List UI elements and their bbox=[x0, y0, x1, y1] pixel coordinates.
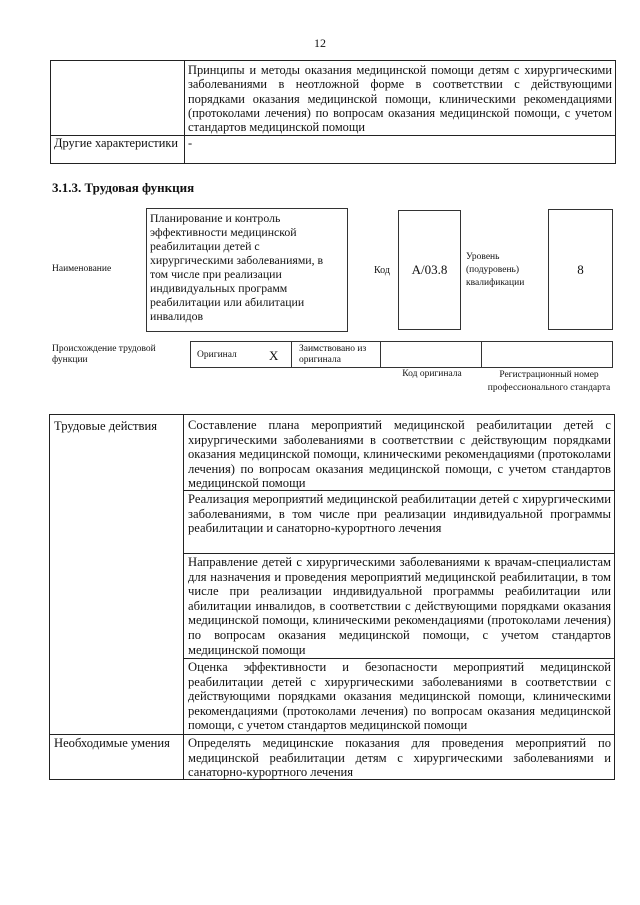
borrowed-label: Заимствовано из оригинала bbox=[299, 344, 367, 365]
labor-action-item: Направление детей с хирургическими заболеваниями к врачам-специалистам для назначения и проведения мероприятий медицинской реабилитации, в том числе при реализации индивидуальной программы реабилитации или абилитации инвалидов, в соответствии с действующими порядками оказания медицинской помощи, клиническими рекомендациями (протоколами лечения) по вопросам оказания медицинской помощи, с учетом стандартов медицинской помощи bbox=[188, 555, 611, 657]
code-label: Код bbox=[374, 265, 390, 276]
skill-item: Определять медицинские показания для проведения мероприятий по медицинской реабилитации детям с хирургическими заболеваниями и санаторно-курортного лечения bbox=[188, 736, 611, 780]
level-value: 8 bbox=[548, 209, 613, 330]
page-number: 12 bbox=[314, 36, 326, 50]
main-table bbox=[49, 414, 615, 780]
reg-number-label: Регистрационный номер профессионального стандарта bbox=[487, 370, 611, 393]
level-label: Уровень (подуровень) квалификации bbox=[466, 252, 525, 288]
skills-label: Необходимые умения bbox=[54, 736, 170, 750]
principles-text: Принципы и методы оказания медицинской помощи детям с хирургическими заболеваниями в неотложной форме в соответствии с действующими порядками оказания медицинской помощи, клиническими рекомендациями (протоколами лечения) по вопросам оказания медицинской помощи, с учетом стандартов медицинской помощи bbox=[188, 63, 612, 135]
original-label: Оригинал bbox=[197, 350, 237, 360]
name-value: Планирование и контроль эффективности медицинской реабилитации детей с хирургическими заболеваниями, в том числе при реализации индивидуальных программ реабилитации или абилитации инвалидов bbox=[146, 208, 348, 332]
code-value: A/03.8 bbox=[398, 210, 461, 330]
code-original-label: Код оригинала bbox=[402, 369, 462, 379]
top-table bbox=[50, 60, 616, 164]
name-label: Наименование bbox=[52, 264, 112, 274]
origin-label: Происхождение трудовой функции bbox=[52, 344, 156, 365]
other-characteristics-value: - bbox=[188, 136, 193, 150]
labor-actions-label: Трудовые действия bbox=[54, 419, 158, 433]
labor-action-item: Оценка эффективности и безопасности мероприятий медицинской реабилитации детей с хирургическими заболеваниями в соответствии с действующими порядками оказания медицинской помощи, клиническими рекомендациями (протоколами лечения) по вопросам оказания медицинской помощи, с учетом стандартов медицинской помощи bbox=[188, 660, 611, 733]
original-mark: X bbox=[269, 348, 279, 363]
other-characteristics-label: Другие характеристики bbox=[54, 136, 179, 150]
labor-action-item: Составление плана мероприятий медицинской реабилитации детей с хирургическими заболеваниями в соответствии с действующим порядками оказания медицинской помощи, клиническими рекомендациями (протоколами лечения) по вопросам оказания медицинской помощи, с учетом стандартов медицинской помощи bbox=[188, 418, 611, 491]
section-title: 3.1.3. Трудовая функция bbox=[52, 180, 195, 195]
labor-action-item: Реализация мероприятий медицинской реабилитации детей с хирургическими заболеваниями, в том числе при реализации индивидуальной программы реабилитации и санаторно-курортного лечения bbox=[188, 492, 611, 536]
origin-row bbox=[190, 341, 613, 368]
